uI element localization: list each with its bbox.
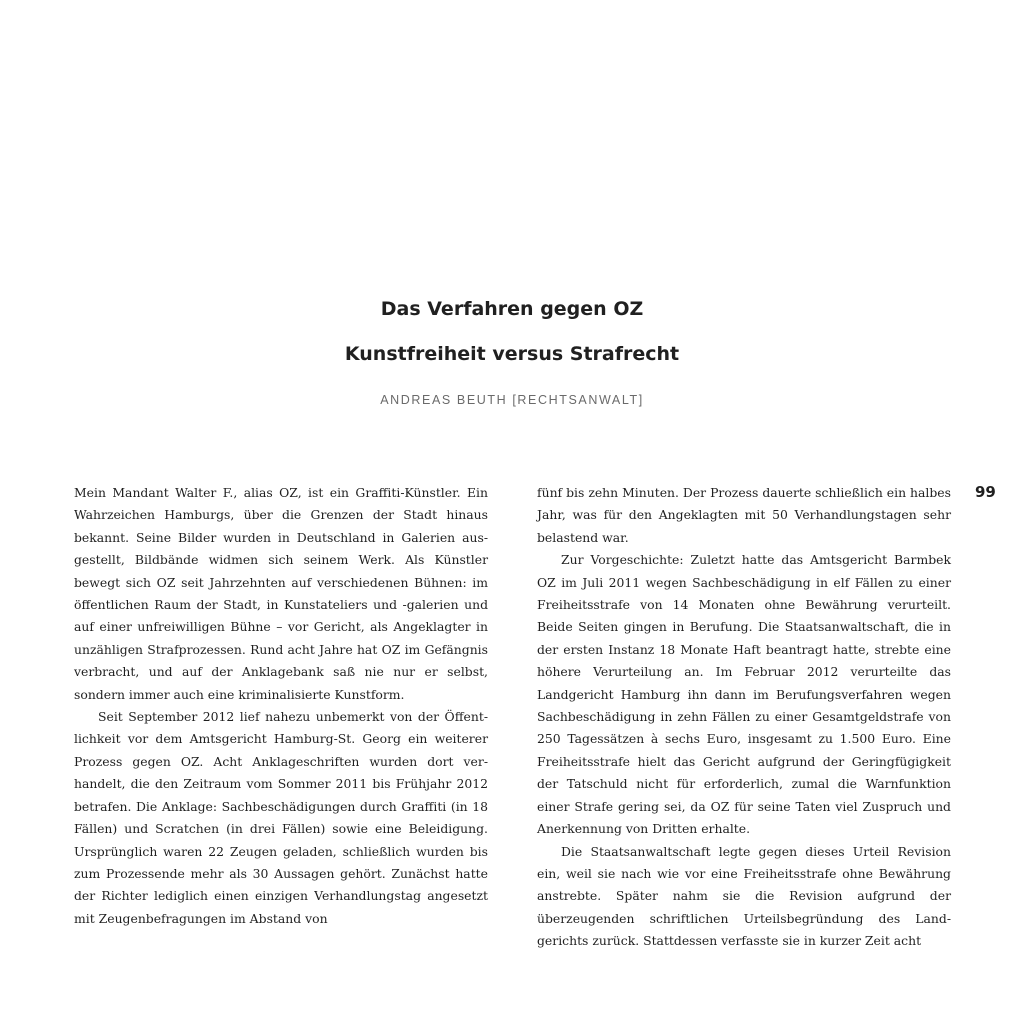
paragraph: Zur Vorgeschichte: Zuletzt hatte das Amtsgericht Barmbek OZ im Juli 2011 wegen Sachbeschädigung in elf Fällen zu einer Freiheitsstrafe von 14 Monaten ohne Bewährung verurteilt. Beide Seiten gingen in Berufung. Die Staatsanwaltschaft, die in der ersten Instanz 18 Monate Haft beantragt hatte, strebte eine höhere Verurteilung an. Im Februar 2012 verurteilte das Landgericht Hamburg ihn dann im Berufungsverfahren wegen Sachbeschädigung in zehn Fällen zu einer Gesamtgeldstrafe von 250 Tagessätzen à sechs Euro, insgesamt zu 1.500 Euro. Eine Freiheitsstrafe hielt das Gericht aufgrund der Geringfügigkeit der Tatschuld nicht für erforderlich, zumal die Warnfunktion einer Strafe gering sei, da OZ für seine Taten viel Zuspruch und Anerkennung von Dritten erhalte. (537, 552, 951, 837)
article-subtitle: Kunstfreiheit versus Strafrecht (344, 343, 680, 365)
right-column (537, 482, 951, 953)
article-title: Das Verfahren gegen OZ (380, 298, 644, 320)
paragraph: fünf bis zehn Minuten. Der Prozess dauerte schließlich ein halbes Jahr, was für den Angeklagten mit 50 Verhandlungstagen sehr belastend war. (537, 485, 951, 545)
paragraph: Die Staatsanwaltschaft legte gegen dieses Urteil Revision ein, weil sie nach wie vor eine Freiheitsstrafe ohne Bewährung anstrebte. Später nahm sie die Revision aufgrund der überzeugenden schriftlichen Urteilsbegründung des Landgerichts zurück. Stattdessen verfasste sie in kurzer Zeit acht (537, 843, 951, 949)
paragraph: Seit September 2012 lief nahezu unbemerkt von der Öffentlichkeit vor dem Amtsgericht Hamburg-St. Georg ein weiterer Prozess gegen OZ. Acht Anklageschriften wurden dort verhandelt, die den Zeitraum vom Sommer 2011 bis Frühjahr 2012 betrafen. Die Anklage: Sachbeschädigungen durch Graffiti (in 18 Fällen) und Scratchen (in drei Fällen) sowie eine Beleidigung. Ursprünglich waren 22 Zeugen geladen, schließlich wurden bis zum Prozessende mehr als 30 Aussagen gehört. Zunächst hatte der Richter lediglich einen einzigen Verhandlungstag angesetzt mit Zeugenbefragungen im Abstand von (74, 709, 488, 926)
left-column (74, 482, 488, 930)
author-line: ANDREAS BEUTH [RECHTSANWALT] (380, 393, 644, 407)
page-number: 99 (975, 483, 996, 501)
paragraph: Mein Mandant Walter F., alias OZ, ist ein Graffiti-Künstler. Ein Wahrzeichen Hamburgs, über die Grenzen der Stadt hinaus bekannt. Seine Bilder wurden in Deutschland in Galerien ausgestellt, Bildbände widmen sich seinem Werk. Als Künstler bewegt sich OZ seit Jahrzehnten auf verschiedenen Bühnen: im öffentlichen Raum der Stadt, in Kunstateliers und -galerien und auf einer unfreiwilligen Bühne – vor Gericht, als Angeklagter in unzähligen Strafprozessen. Rund acht Jahre hat OZ im Gefängnis verbracht, und auf der Anklagebank saß nie nur er selbst, sondern immer auch eine kriminalisierte Kunstform. (74, 485, 488, 702)
